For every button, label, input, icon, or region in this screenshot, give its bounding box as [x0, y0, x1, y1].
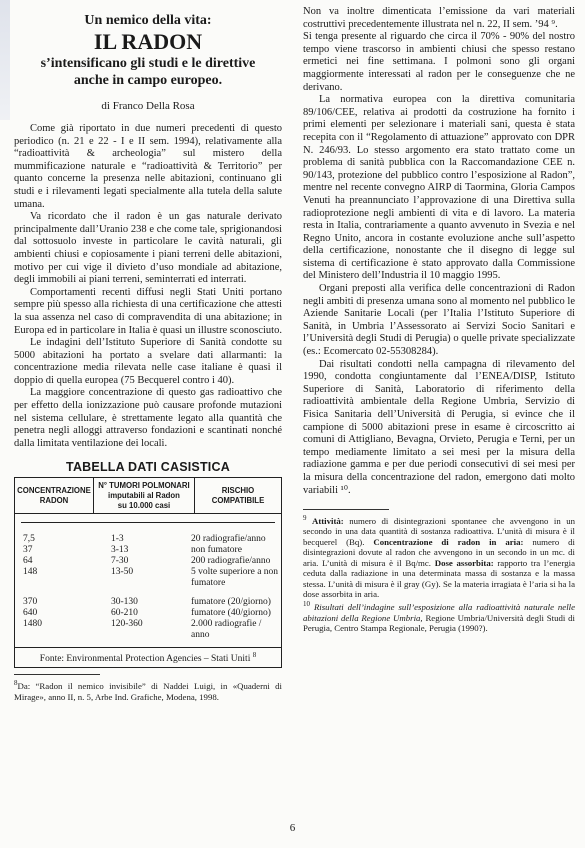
cell-risk: 200 radiografie/anno: [191, 556, 271, 567]
cell-concentration: 1480: [23, 619, 42, 630]
title-kicker: Un nemico della vita:: [84, 13, 212, 28]
cell-risk: non fumatore: [191, 545, 242, 556]
header-risk: RISCHIO COMPATIBILE: [211, 486, 265, 505]
paragraph: La normativa europea con la direttiva comunitaria 89/106/CEE, relativa ai prodotti da costruzione ha fornito i primi elementi per selezionare i materiali sani, questa è stata recepita con il “Regolamento di attuazione” approvato con DPR N. 246/93. Lo stesso argomento era stato trattato come un problema di sanità pubblica con la Raccomandazione CEE n. 90/143, protezione del pubblico contro l’esposizione al Radon”, mentre nel recente convegno AIRP di Taormina, Gloria Campos Venuti ha preannunciato l’approvazione di una Direttiva sulla radioprotezione negli ambienti di vita e di lavoro. La materia resta in Italia, contrariamente a quanto avvenuto in Svezia e nel Regno Unito, ancora in costante evoluzione anche sull’aspetto della certificazione, nonostante che il disegno di legge sul sistema di certificazione è stato approvato dalla Commissione del Ministero dell’Industria il 10 maggio 1995.: [303, 94, 575, 282]
title-main: IL RADON: [93, 29, 203, 54]
paragraph: Organi preposti alla verifica delle concentrazioni di Radon negli ambiti di presenza umana sono al momento nel pubblico le Aziende Sanitarie Locali (per l’Italia l’Istituto Superiore di Sanità, in Umbria l’Assessorato ai Servizi Socio Sanitari e l’Università degli Studi di Perugia) o quelle private specializzate (es.: Ecomercato 02-55308284).: [303, 283, 575, 358]
cell-risk: 20 radiografie/anno: [191, 534, 266, 545]
header-tumors-line-3: su 10.000 casi: [117, 500, 171, 510]
table-row: [15, 556, 281, 567]
table-row: [15, 619, 281, 641]
footnote-text: numero di disintegrazioni dovute al radon che avvengono in un secondo in un mc. di aria. L’unità di misura è il Bq/mc.: [303, 536, 575, 568]
title-sub-1: s’intensificano gli studi e le direttive: [40, 56, 256, 71]
cell-tumors: 1-3: [111, 534, 124, 545]
cell-tumors: 60-210: [111, 608, 138, 619]
paragraph: Si tenga presente al riguardo che circa il 70% - 90% del nostro tempo viene trascorso in ambienti chiusi che spesso restano ermetici nei fine settimana. I polmoni sono gli organi maggiormente interessati al radon per le conseguenze che ne derivano.: [303, 31, 575, 93]
footnote-rule: [14, 674, 100, 675]
cell-concentration: 7,5: [23, 534, 35, 545]
page-number: 6: [289, 822, 296, 834]
table-body: [15, 514, 281, 647]
footnote-number: 10: [303, 600, 310, 609]
cell-risk: 2.000 radiografie / anno: [191, 619, 262, 641]
footnote-title: Risultati dell’indagine sull’esposizione alla radioattività naturale nelle abitazioni della Regione Umbria,: [303, 602, 575, 623]
cell-tumors: 3-13: [111, 545, 129, 556]
author-byline: di Franco Della Rosa: [101, 100, 195, 112]
cell-risk: 5 volte superiore a non fumatore: [191, 567, 279, 589]
footnote-term: Concentrazione di radon in aria:: [373, 536, 524, 547]
cell-tumors: 13-50: [111, 567, 134, 578]
footnote-text: numero di disintegrazioni spontanee che avvengono in un secondo in una data quantità di sostanza radioattiva. L’unità di misura è il becquerel (Bq).: [303, 516, 575, 547]
table-row: [15, 608, 281, 619]
footnote-9: [303, 513, 575, 599]
footnote-ref: 8: [252, 651, 257, 660]
cell-tumors: 7-30: [111, 556, 129, 567]
cell-tumors: 30-130: [111, 597, 138, 608]
paragraph: Va ricordato che il radon è un gas naturale derivato principalmente dall’Uranio 238 e che come tale, sprigionandosi dal sottosuolo investe in particolare le cavità naturali, gli ambienti chiusi e copiosamente i piani terreni delle abitazioni, motivo per cui vige il divieto d’uso mondiale ad abitazione, degli immobili ai piani terreni, seminterrati ed interrati.: [14, 211, 282, 286]
cell-risk: fumatore (40/giorno): [191, 608, 271, 619]
paragraph: Le indagini dell’Istituto Superiore di Sanità condotte su 5000 abitazioni ha portato a svelare dati allarmanti: la concentrazione media rilevata nelle case italiane è quasi il doppio di quella europea (75 Becquerel contro i 40).: [14, 337, 282, 386]
footnote-text: Regione Umbria/Università degli Studi di Perugia, Centro Stampa Regionale, Perugia (1990?).: [303, 612, 575, 634]
data-table: [14, 477, 282, 668]
table-row: [15, 545, 281, 556]
paragraph: Comportamenti recenti diffusi negli Stati Uniti portano sempre più spesso alla richiesta di una certificazione che attesti la sua assenza nel caso di compravendita di una abitazione; in Europa ed in particolare in Italia è quasi un illustre sconosciuto.: [14, 286, 282, 336]
right-column: [303, 6, 575, 633]
table-row: [15, 567, 281, 589]
table-row: [15, 597, 281, 608]
cell-tumors: 120-360: [111, 619, 143, 630]
cell-concentration: 370: [23, 597, 38, 608]
footnote-8: [14, 678, 282, 702]
table-source-text: Fonte: Environmental Protection Agencies – Stati Uniti: [39, 654, 251, 665]
footnote-term: Attività:: [311, 516, 344, 527]
table-source: [15, 647, 281, 667]
paragraph: La maggiore concentrazione di questo gas radioattivo che per effetto della ionizzazione può causare profonde mutazioni nel sistema cellulare, è strettamente legato alla quantità che penetra negli alloggi attraverso fondazioni e scantinati nonché dalla limitata ventilazione dei locali.: [14, 387, 282, 449]
paragraph: Dai risultati condotti nella campagna di rilevamento del 1990, condotta congiuntamente dal l’ENEA/DISP, Istituto Superiore di Sanità, Laboratorio di riferimento della radioattività ambientale della Regione Umbria, Servizio di Fisica Sanitaria dell’Università di Perugia, si evince che il campione di 5000 abitazioni prese in esame è circoscritto ai comuni di Attigliano, Bevagna, Orvieto, Perugia e Terni, per un tempo mediamente limitato a sei mesi per la misura della radiazione gamma e per due periodi consecutivi di sei mesi per la misura della concentrazione del radon, emergono dati molto variabili ¹⁰.: [303, 358, 575, 496]
cell-risk: fumatore (20/giorno): [191, 597, 271, 608]
table-row: [15, 534, 281, 545]
header-concentration: CONCENTRAZIONE RADON: [15, 478, 94, 513]
cell-concentration: 37: [23, 545, 33, 556]
header-tumors-line-2: imputabili al Radon: [108, 491, 180, 501]
footnote-number: 8: [14, 679, 18, 688]
footnote-term: Dose assorbita:: [434, 557, 494, 568]
paragraph: Non va inoltre dimenticata l’emissione da vari materiali costruttivi precedentemente illustrata nel n. 22, II sem. ’94 ⁹.: [303, 6, 575, 30]
footnote-text: rapporto tra l’energia ceduta dalla radiazione in una determinata massa di sostanza e la massa stessa. L’unità di misura è il gray (Gy). Se la materia irragiata è l’aria si ha la dose assorbita in aria.: [303, 557, 575, 599]
cell-concentration: 640: [23, 608, 38, 619]
footnote-8-text: Da: “Radon il nemico invisibile” di Naddei Luigi, in «Quaderni di Mirage», anno II, n. 5, Arbe Ind. Grafiche, Modena, 1998.: [14, 681, 282, 702]
title-sub-2: anche in campo europeo.: [73, 73, 223, 88]
table-title: TABELLA DATI CASISTICA: [66, 460, 230, 475]
paragraph: Come già riportato in due numeri precedenti di questo periodico (n. 21 e 22 - I e II sem. 1994), relativamente alla “radioattività & archeologia” sul mistero della mummificazione naturale e “radioattività & Territorio” per quanto concerne la presenza nelle abitazioni, continuano gli studi e i rilevamenti legati specialmente alla tutela della salute umana.: [14, 123, 282, 210]
header-tumors: [94, 478, 195, 513]
footnote-rule: [303, 509, 389, 510]
table-header: [15, 478, 281, 514]
header-tumors-line-1: N° TUMORI POLMONARI: [98, 481, 190, 491]
bleed-through-decoration: [0, 0, 10, 120]
cell-concentration: 64: [23, 556, 33, 567]
footnote-10: [303, 599, 575, 633]
footnote-number: 9: [303, 514, 307, 523]
cell-concentration: 148: [23, 567, 38, 578]
left-column: [14, 6, 282, 702]
